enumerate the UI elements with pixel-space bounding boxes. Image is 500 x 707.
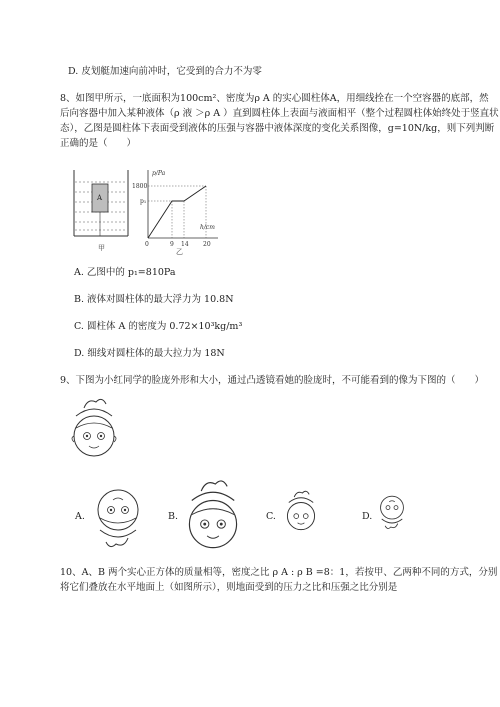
x-axis-label: h/cm	[200, 224, 215, 231]
x-tick-0: 0	[145, 241, 149, 248]
y-axis-label: p/Pa	[152, 170, 166, 177]
x-tick-20: 20	[203, 241, 211, 248]
q8-stem-line-3: 态），乙图是圆柱体下表面受到液体的压强与容器中液体深度的变化关系图像，g=10N/kg，则下列判断	[60, 123, 495, 134]
q9-stem: 9、下图为小红同学的脸庞外形和大小，通过凸透镜看她的脸庞时，不可能看到的像为下图的（ ）	[60, 375, 485, 386]
q8-stem-line-1: 8、如图甲所示，一底面积为100cm²、密度为ρ A 的实心圆柱体A，用细线拴在一个空容器的底部，然	[60, 93, 489, 104]
q8-option-b: B. 液体对圆柱体的最大浮力为 10.8N	[74, 294, 234, 305]
q9-option-a-image	[86, 484, 150, 548]
q7-option-d: D. 皮划艇加速向前冲时，它受到的合力不为零	[68, 66, 262, 77]
q9-option-d-label: D.	[362, 511, 373, 522]
q8-stem-line-4: 正确的是（ ）	[60, 138, 137, 149]
original-face-drawing	[66, 398, 122, 462]
label-yi: 乙	[176, 248, 183, 256]
q9-option-c-label: C.	[266, 511, 276, 522]
pressure-curve	[148, 186, 206, 238]
cylinder-a-label: A	[97, 194, 103, 202]
q8-option-a: A. 乙图中的 p₁=810Pa	[74, 267, 176, 278]
q8-option-d: D. 细线对圆柱体的最大拉力为 18N	[74, 348, 225, 359]
q8-option-c: C. 圆柱体 A 的密度为 0.72×10³kg/m³	[74, 321, 243, 332]
q9-option-b-image	[180, 478, 246, 556]
guide-lines	[148, 186, 206, 238]
q9-option-b-label: B.	[168, 511, 179, 522]
x-tick-9: 9	[170, 241, 174, 248]
pressure-graph	[132, 166, 224, 256]
q9-option-c-image	[282, 490, 320, 534]
y-tick-1800: 1800	[132, 183, 148, 190]
container-figure	[68, 166, 140, 256]
q10-stem-line-1: 10、A、B 两个实心正方体的质量相等，密度之比 ρ A : ρ B =8：1，若按甲、乙两种不同的方式，分别	[60, 567, 498, 578]
y-tick-p1: p₁	[140, 198, 147, 205]
x-tick-14: 14	[181, 241, 189, 248]
label-jia: 甲	[98, 244, 105, 252]
q9-option-d-image	[376, 492, 408, 530]
q10-stem-line-2: 将它们叠放在水平地面上（如图所示），则地面受到的压力之比和压强之比分别是	[60, 582, 398, 593]
q9-option-a-label: A.	[75, 511, 85, 522]
q8-stem-line-2: 后向容器中加入某种液体（ρ 液 ＞ρ A ）直到圆柱体上表面与液面相平（整个过程圆柱体始终处于竖直状	[60, 108, 499, 119]
